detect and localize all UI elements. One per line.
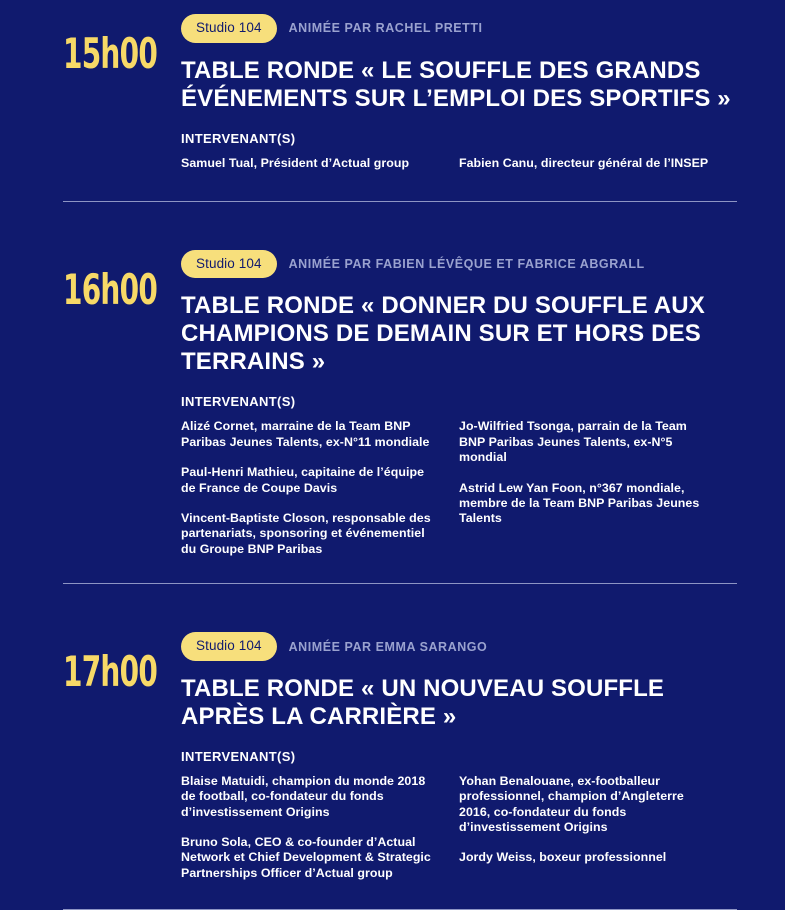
speaker-item: Alizé Cornet, marraine de la Team BNP Paribas Jeunes Talents, ex-N°11 mondiale <box>181 419 430 449</box>
session-time-column <box>63 236 181 314</box>
speaker-item: Astrid Lew Yan Foon, n°367 mondiale, membre de la Team BNP Paribas Jeunes Talents <box>459 480 700 526</box>
session-meta <box>181 14 737 43</box>
speaker-item: Paul-Henri Mathieu, capitaine de l’équipe de France de Coupe Davis <box>181 465 425 495</box>
speaker-item: Samuel Tual, Président d’Actual group <box>181 155 410 170</box>
session-block <box>0 236 785 583</box>
speaker-item: Bruno Sola, CEO & co-founder d’Actual Network et Chief Development & Strategic Partnerships Officer d’Actual group <box>181 834 431 880</box>
session-time: 15h00 <box>63 29 158 78</box>
speakers-grid <box>181 419 737 557</box>
speakers-grid <box>181 774 737 881</box>
session-title: TABLE RONDE « DONNER DU SOUFFLE AUX CHAMPIONS DE DEMAIN SUR ET HORS DES TERRAINS » <box>181 292 705 376</box>
session-time-column <box>63 618 181 697</box>
studio-badge[interactable]: Studio 104 <box>181 632 277 661</box>
speaker-item: Jo-Wilfried Tsonga, parrain de la Team BNP Paribas Jeunes Talents, ex-N°5 mondial <box>459 419 687 465</box>
speakers-heading: INTERVENANT(S) <box>181 130 296 146</box>
speakers-column-right <box>459 156 737 171</box>
spacer <box>0 584 785 618</box>
speaker-item: Vincent-Baptiste Closon, responsable des partenariats, sponsoring et événementiel du Groupe BNP Paribas <box>181 511 431 556</box>
session-title: TABLE RONDE « LE SOUFFLE DES GRANDS ÉVÉNEMENTS SUR L’EMPLOI DES SPORTIFS » <box>181 56 731 112</box>
speakers-heading: INTERVENANT(S) <box>181 394 296 410</box>
session-host: ANIMÉE PAR RACHEL PRETTI <box>288 21 483 36</box>
session-meta <box>181 632 737 661</box>
speakers-grid <box>181 156 737 171</box>
studio-badge[interactable]: Studio 104 <box>181 250 277 279</box>
session-time-column <box>63 0 181 78</box>
speakers-column-left <box>181 156 459 171</box>
session-content <box>181 618 737 885</box>
spacer <box>0 202 785 236</box>
session-time: 17h00 <box>63 647 158 697</box>
session-meta <box>181 250 737 279</box>
studio-badge[interactable]: Studio 104 <box>181 14 277 43</box>
session-title: TABLE RONDE « UN NOUVEAU SOUFFLE APRÈS LA CARRIÈRE » <box>181 674 665 730</box>
speaker-item: Fabien Canu, directeur général de l’INSEP <box>459 155 709 170</box>
session-host: ANIMÉE PAR FABIEN LÉVÊQUE ET FABRICE ABGRALL <box>288 257 645 272</box>
speakers-column-left <box>181 419 459 557</box>
session-host: ANIMÉE PAR EMMA SARANGO <box>288 639 488 654</box>
session-content <box>181 0 737 175</box>
session-time: 16h00 <box>63 264 158 314</box>
session-block <box>0 618 785 909</box>
speaker-item: Yohan Benalouane, ex-footballeur professionnel, champion d’Angleterre 2016, co-fondateur du fonds d’investissement Origins <box>459 773 684 834</box>
speakers-column-left <box>181 774 459 881</box>
speakers-column-right <box>459 419 737 557</box>
speaker-item: Jordy Weiss, boxeur professionnel <box>459 850 667 865</box>
speakers-column-right <box>459 774 737 881</box>
speakers-heading: INTERVENANT(S) <box>181 748 296 764</box>
session-content <box>181 236 737 561</box>
speaker-item: Blaise Matuidi, champion du monde 2018 de football, co-fondateur du fonds d’investissement Origins <box>181 773 426 819</box>
session-block <box>0 0 785 201</box>
